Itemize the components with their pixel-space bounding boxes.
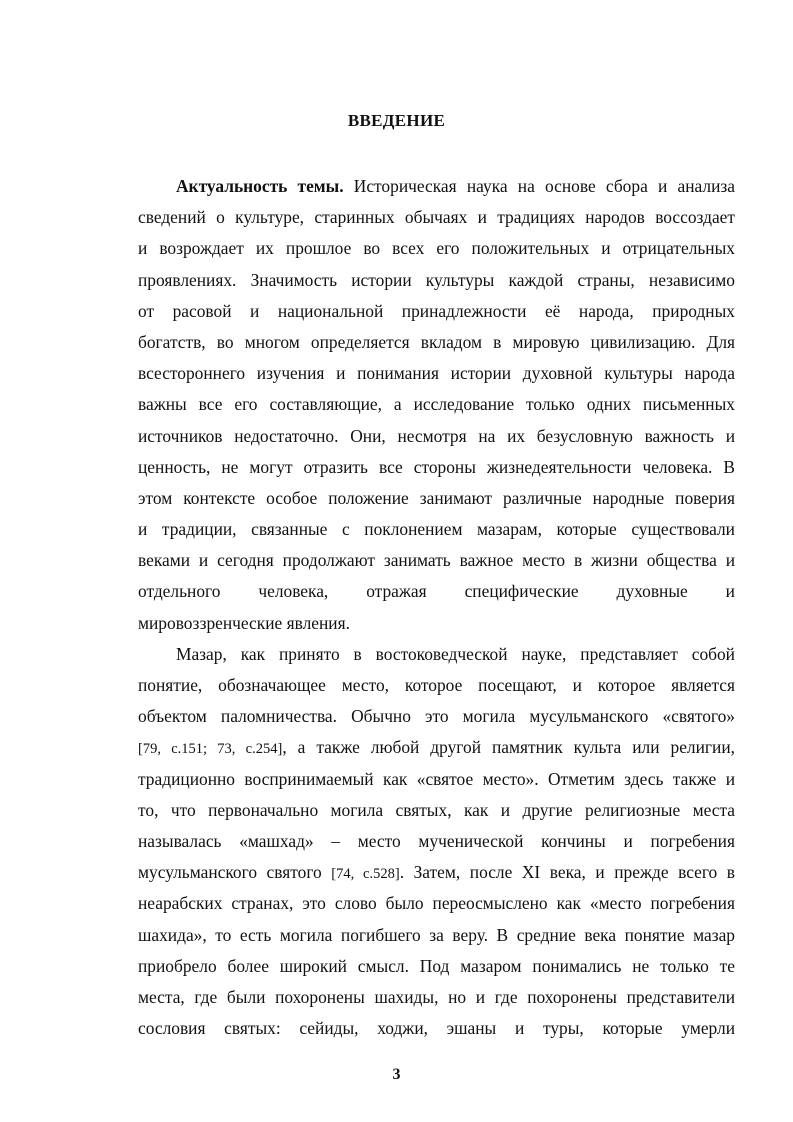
- paragraph-2-line: [79, с.151; 73, с.254], а также любой другой памятник культа или религии,: [138, 737, 736, 758]
- paragraph-2-line: шахида», то есть могила погибшего за веру. В средние века понятие мазар: [138, 924, 735, 945]
- paragraph-2-line: мусульманского святого [74, с.528]. Затем, после XI века, и прежде всего в: [138, 862, 735, 883]
- paragraph-1-line: от расовой и национальной принадлежности её народа, природных: [138, 300, 735, 321]
- paragraph-2-line: сословия святых: сейиды, ходжи, эшаны и туры, которые умерли: [138, 1018, 735, 1039]
- paragraph-2-line: традиционно воспринимаемый как «святое место». Отметим здесь также и: [138, 768, 735, 789]
- paragraph-2-line: Мазар, как принято в востоковедческой науке, представляет собой: [176, 643, 735, 664]
- paragraph-1-line: проявлениях. Значимость истории культуры каждой страны, независимо: [138, 269, 735, 290]
- paragraph-2-line: места, где были похоронены шахиды, но и где похоронены представители: [138, 986, 735, 1007]
- paragraph-1-line: важны все его составляющие, а исследование только одних письменных: [138, 394, 735, 415]
- paragraph-1-line: этом контексте особое положение занимают различные народные поверия: [138, 487, 735, 508]
- paragraph-1-line: и традиции, связанные с поклонением мазарам, которые существовали: [138, 519, 735, 540]
- paragraph-1-line: ценность, не могут отразить все стороны жизнедеятельности человека. В: [138, 456, 735, 477]
- paragraph-2-line: неарабских странах, это слово было переосмыслено как «место погребения: [138, 893, 735, 914]
- document-body: [138, 171, 735, 1044]
- paragraph-1-line: мировоззренческие явления.: [138, 612, 350, 633]
- section-heading: Актуальность темы.: [176, 176, 344, 196]
- citation: [79, с.151; 73, с.254]: [138, 741, 283, 758]
- paragraph-2-line: приобрело более широкий смысл. Под мазаром понимались не только те: [138, 955, 735, 976]
- paragraph-1-line: источников недостаточно. Они, несмотря на их безусловную важность и: [138, 425, 735, 446]
- paragraph-2-line: понятие, обозначающее место, которое посещают, и которое является: [138, 675, 735, 695]
- paragraph-1-line: богатств, во многом определяется вкладом в мировую цивилизацию. Для: [138, 331, 735, 352]
- paragraph-1-line: отдельного человека, отражая специфические духовные и: [138, 581, 735, 602]
- paragraph-1-line: всестороннего изучения и понимания истории духовной культуры народа: [138, 363, 735, 384]
- page-number: 3: [392, 1066, 401, 1083]
- paragraph-1-line: веками и сегодня продолжают занимать важное место в жизни общества и: [138, 550, 735, 571]
- paragraph-2-line: объектом паломничества. Обычно это могила мусульманского «святого»: [138, 706, 735, 727]
- paragraph-1-line: сведений о культуре, старинных обычаях и традициях народов воссоздает: [138, 207, 735, 228]
- paragraph-1-line: Актуальность темы. Историческая наука на основе сбора и анализа: [176, 176, 735, 196]
- paragraph-2-line: то, что первоначально могила святых, как и другие религиозные места: [138, 799, 735, 820]
- citation: [74, с.528]: [331, 866, 400, 883]
- paragraph-2-line: называлась «машхад» – место мученической кончины и погребения: [138, 830, 735, 851]
- page-title: ВВЕДЕНИЕ: [347, 111, 446, 130]
- paragraph-1-line: и возрождает их прошлое во всех его положительных и отрицательных: [138, 238, 735, 259]
